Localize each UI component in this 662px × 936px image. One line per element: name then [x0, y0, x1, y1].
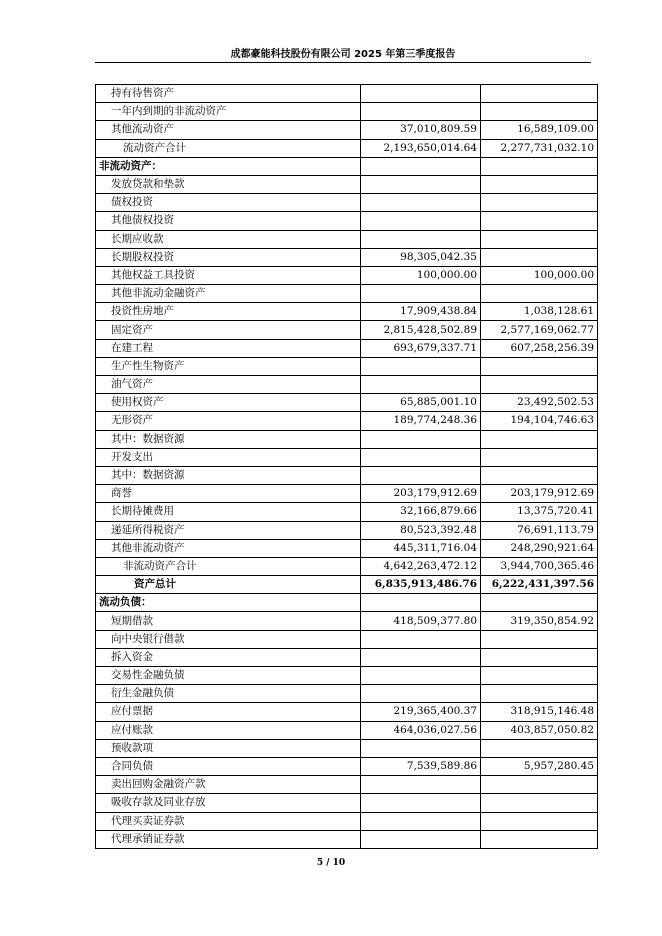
- period-end-value: 464,036,027.56: [361, 721, 481, 739]
- row-label: 衍生金融负债: [96, 685, 361, 703]
- prior-year-end-value: [481, 85, 598, 103]
- prior-year-end-value: 318,915,146.48: [481, 703, 598, 721]
- table-row: [96, 121, 598, 139]
- period-end-value: [361, 685, 481, 703]
- period-end-value: [361, 812, 481, 830]
- row-label: 持有待售资产: [96, 85, 361, 103]
- balance-sheet-table: [95, 84, 598, 849]
- prior-year-end-value: [481, 212, 598, 230]
- row-label: 长期待摊费用: [96, 503, 361, 521]
- prior-year-end-value: 194,104,746.63: [481, 412, 598, 430]
- row-label: 流动负债：: [96, 594, 361, 612]
- prior-year-end-value: [481, 630, 598, 648]
- row-label: 无形资产: [96, 412, 361, 430]
- table-row: [96, 794, 598, 812]
- prior-year-end-value: 2,577,169,062.77: [481, 321, 598, 339]
- period-end-value: [361, 85, 481, 103]
- table-row: [96, 248, 598, 266]
- table-row: [96, 285, 598, 303]
- table-row: [96, 139, 598, 157]
- table-row: [96, 230, 598, 248]
- row-label: 债权投资: [96, 194, 361, 212]
- table-row: [96, 812, 598, 830]
- table-row: [96, 103, 598, 121]
- row-label: 流动资产合计: [96, 139, 361, 157]
- table-row: [96, 830, 598, 848]
- table-row: [96, 194, 598, 212]
- row-label: 其他非流动资产: [96, 539, 361, 557]
- balance-sheet-body: [96, 85, 598, 849]
- prior-year-end-value: [481, 466, 598, 484]
- table-row: [96, 576, 598, 594]
- period-end-value: [361, 103, 481, 121]
- prior-year-end-value: [481, 739, 598, 757]
- period-end-value: 693,679,337.71: [361, 339, 481, 357]
- row-label: 其他债权投资: [96, 212, 361, 230]
- row-label: 其他非流动金融资产: [96, 285, 361, 303]
- table-row: [96, 612, 598, 630]
- table-row: [96, 357, 598, 375]
- prior-year-end-value: 248,290,921.64: [481, 539, 598, 557]
- table-row: [96, 339, 598, 357]
- row-label: 一年内到期的非流动资产: [96, 103, 361, 121]
- period-end-value: [361, 630, 481, 648]
- table-row: [96, 721, 598, 739]
- period-end-value: [361, 830, 481, 848]
- period-end-value: [361, 157, 481, 175]
- period-end-value: 4,642,263,472.12: [361, 557, 481, 575]
- row-label: 长期应收款: [96, 230, 361, 248]
- table-row: [96, 776, 598, 794]
- period-end-value: 98,305,042.35: [361, 248, 481, 266]
- prior-year-end-value: 76,691,113.79: [481, 521, 598, 539]
- table-row: [96, 266, 598, 284]
- period-end-value: 418,509,377.80: [361, 612, 481, 630]
- row-label: 卖出回购金融资产款: [96, 776, 361, 794]
- prior-year-end-value: [481, 103, 598, 121]
- row-label: 吸收存款及同业存放: [96, 794, 361, 812]
- page-number: 5 / 10: [316, 858, 346, 868]
- table-row: [96, 448, 598, 466]
- table-row: [96, 321, 598, 339]
- prior-year-end-value: 100,000.00: [481, 266, 598, 284]
- row-label: 非流动资产：: [96, 157, 361, 175]
- period-end-value: 37,010,809.59: [361, 121, 481, 139]
- prior-year-end-value: [481, 194, 598, 212]
- row-label: 拆入资金: [96, 648, 361, 666]
- row-label: 其他权益工具投资: [96, 266, 361, 284]
- period-end-value: [361, 357, 481, 375]
- table-row: [96, 412, 598, 430]
- prior-year-end-value: [481, 830, 598, 848]
- period-end-value: [361, 794, 481, 812]
- prior-year-end-value: [481, 812, 598, 830]
- table-row: [96, 739, 598, 757]
- period-end-value: 2,193,650,014.64: [361, 139, 481, 157]
- table-row: [96, 557, 598, 575]
- row-label: 长期股权投资: [96, 248, 361, 266]
- period-end-value: [361, 776, 481, 794]
- table-row: [96, 303, 598, 321]
- period-end-value: 6,835,913,486.76: [361, 576, 481, 594]
- table-row: [96, 212, 598, 230]
- row-label: 交易性金融负债: [96, 667, 361, 685]
- prior-year-end-value: [481, 448, 598, 466]
- period-end-value: 445,311,716.04: [361, 539, 481, 557]
- prior-year-end-value: [481, 376, 598, 394]
- prior-year-end-value: 13,375,720.41: [481, 503, 598, 521]
- period-end-value: 203,179,912.69: [361, 485, 481, 503]
- period-end-value: [361, 194, 481, 212]
- table-row: [96, 466, 598, 484]
- period-end-value: 219,365,400.37: [361, 703, 481, 721]
- period-end-value: [361, 466, 481, 484]
- prior-year-end-value: [481, 175, 598, 193]
- row-label: 向中央银行借款: [96, 630, 361, 648]
- period-end-value: [361, 175, 481, 193]
- row-label: 投资性房地产: [96, 303, 361, 321]
- table-row: [96, 157, 598, 175]
- period-end-value: 189,774,248.36: [361, 412, 481, 430]
- prior-year-end-value: [481, 157, 598, 175]
- period-end-value: [361, 739, 481, 757]
- prior-year-end-value: 1,038,128.61: [481, 303, 598, 321]
- row-label: 其中：数据资源: [96, 466, 361, 484]
- period-end-value: [361, 648, 481, 666]
- prior-year-end-value: 16,589,109.00: [481, 121, 598, 139]
- period-end-value: [361, 212, 481, 230]
- table-row: [96, 630, 598, 648]
- prior-year-end-value: [481, 285, 598, 303]
- table-row: [96, 430, 598, 448]
- period-end-value: 7,539,589.86: [361, 757, 481, 775]
- period-end-value: [361, 285, 481, 303]
- prior-year-end-value: [481, 594, 598, 612]
- period-end-value: [361, 448, 481, 466]
- prior-year-end-value: 319,350,854.92: [481, 612, 598, 630]
- row-label: 资产总计: [96, 576, 361, 594]
- table-row: [96, 685, 598, 703]
- row-label: 应付票据: [96, 703, 361, 721]
- table-row: [96, 521, 598, 539]
- row-label: 非流动资产合计: [96, 557, 361, 575]
- page-header-title: 成都豪能科技股份有限公司 2025 年第三季度报告: [230, 49, 456, 60]
- table-row: [96, 85, 598, 103]
- header-divider: [95, 62, 591, 63]
- table-row: [96, 503, 598, 521]
- table-row: [96, 539, 598, 557]
- row-label: 在建工程: [96, 339, 361, 357]
- prior-year-end-value: 6,222,431,397.56: [481, 576, 598, 594]
- row-label: 生产性生物资产: [96, 357, 361, 375]
- prior-year-end-value: [481, 430, 598, 448]
- table-row: [96, 594, 598, 612]
- period-end-value: 65,885,001.10: [361, 394, 481, 412]
- prior-year-end-value: 23,492,502.53: [481, 394, 598, 412]
- row-label: 开发支出: [96, 448, 361, 466]
- row-label: 代理买卖证券款: [96, 812, 361, 830]
- row-label: 短期借款: [96, 612, 361, 630]
- row-label: 代理承销证券款: [96, 830, 361, 848]
- table-row: [96, 485, 598, 503]
- table-row: [96, 376, 598, 394]
- period-end-value: [361, 230, 481, 248]
- prior-year-end-value: 5,957,280.45: [481, 757, 598, 775]
- table-row: [96, 667, 598, 685]
- table-row: [96, 394, 598, 412]
- prior-year-end-value: 607,258,256.39: [481, 339, 598, 357]
- prior-year-end-value: 3,944,700,365.46: [481, 557, 598, 575]
- row-label: 油气资产: [96, 376, 361, 394]
- row-label: 预收款项: [96, 739, 361, 757]
- table-row: [96, 175, 598, 193]
- row-label: 应付账款: [96, 721, 361, 739]
- period-end-value: [361, 667, 481, 685]
- table-row: [96, 648, 598, 666]
- row-label: 发放贷款和垫款: [96, 175, 361, 193]
- row-label: 使用权资产: [96, 394, 361, 412]
- row-label: 商誉: [96, 485, 361, 503]
- prior-year-end-value: 203,179,912.69: [481, 485, 598, 503]
- prior-year-end-value: [481, 648, 598, 666]
- prior-year-end-value: [481, 357, 598, 375]
- period-end-value: 100,000.00: [361, 266, 481, 284]
- prior-year-end-value: [481, 794, 598, 812]
- period-end-value: [361, 430, 481, 448]
- row-label: 递延所得税资产: [96, 521, 361, 539]
- prior-year-end-value: [481, 685, 598, 703]
- prior-year-end-value: [481, 667, 598, 685]
- prior-year-end-value: 403,857,050.82: [481, 721, 598, 739]
- row-label: 其他流动资产: [96, 121, 361, 139]
- period-end-value: 2,815,428,502.89: [361, 321, 481, 339]
- row-label: 固定资产: [96, 321, 361, 339]
- table-row: [96, 757, 598, 775]
- period-end-value: 17,909,438.84: [361, 303, 481, 321]
- row-label: 合同负债: [96, 757, 361, 775]
- prior-year-end-value: 2,277,731,032.10: [481, 139, 598, 157]
- prior-year-end-value: [481, 230, 598, 248]
- period-end-value: [361, 594, 481, 612]
- period-end-value: 32,166,879.66: [361, 503, 481, 521]
- row-label: 其中：数据资源: [96, 430, 361, 448]
- period-end-value: 80,523,392.48: [361, 521, 481, 539]
- prior-year-end-value: [481, 248, 598, 266]
- period-end-value: [361, 376, 481, 394]
- prior-year-end-value: [481, 776, 598, 794]
- table-row: [96, 703, 598, 721]
